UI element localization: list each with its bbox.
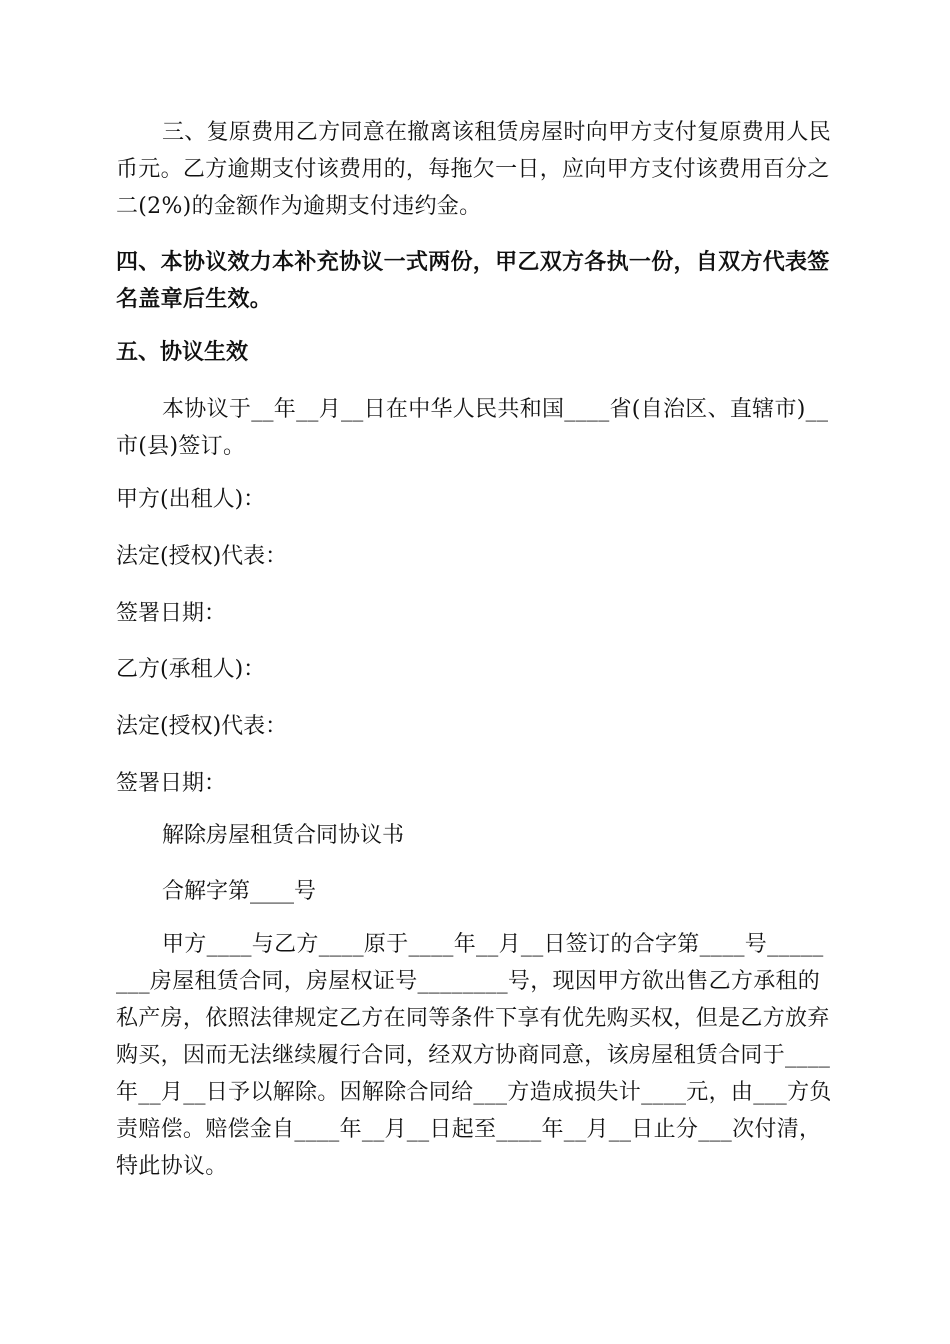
document-number: 合解字第____号	[162, 879, 317, 904]
clause-4-paragraph: 四、本协议效力本补充协议一式两份，甲乙双方各执一份，自双方代表签名盖章后生效。	[116, 250, 830, 312]
party-b-representative-label: 法定(授权)代表：	[116, 714, 288, 739]
party-b-signing-date-label: 签署日期：	[116, 771, 227, 796]
clause-3-paragraph: 三、复原费用乙方同意在撤离该租赁房屋时向甲方支付复原费用人民币元。乙方逾期支付该费用的，每拖欠一日，应向甲方支付该费用百分之二(2%)的金额作为逾期支付违约金。	[116, 120, 832, 219]
signing-place-paragraph: 本协议于__年__月__日在中华人民共和国____省(自治区、直辖市)__市(县)签订。	[116, 397, 829, 459]
agreement-title: 解除房屋租赁合同协议书	[162, 823, 405, 848]
clause-5-heading: 五、协议生效	[116, 340, 249, 365]
party-b-label: 乙方(承租人)：	[116, 657, 266, 682]
party-a-representative-label: 法定(授权)代表：	[116, 544, 288, 569]
party-a-signing-date-label: 签署日期：	[116, 601, 227, 626]
termination-body-paragraph: 甲方____与乙方____原于____年__月__日签订的合字第____号________房屋租赁合同，房屋权证号________号，现因甲方欲出售乙方承租的私产房，依照法律规定乙方在同等条件下享有优先购买权，但是乙方放弃购买，因而无法继续履行合同，经双方协商同意，该房屋租赁合同于____年__月__日予以解除。因解除合同给___方造成损失计____元，由___方负责赔偿。赔偿金自____年__月__日起至____年__月__日止分___次付清，特此协议。	[116, 932, 832, 1179]
party-a-label: 甲方(出租人)：	[116, 487, 266, 512]
